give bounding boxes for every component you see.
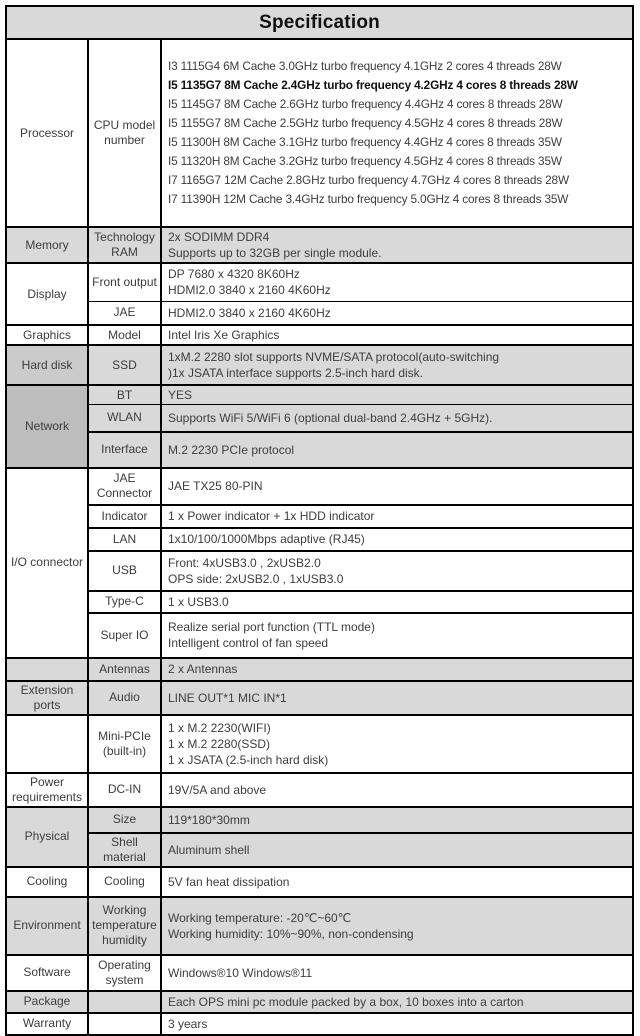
field-label-cell: Model (88, 325, 161, 345)
value-line: Each OPS mini pc module packed by a box, 10 boxes into a carton (168, 994, 524, 1009)
value-cell (161, 528, 633, 551)
section-label-cell: Power requirements (6, 773, 88, 807)
value-line: 5V fan heat dissipation (168, 874, 290, 889)
value-cell (161, 833, 633, 867)
value-line: I3 1115G4 6M Cache 3.0GHz turbo frequency 4.1GHz 2 cores 4 threads 28W (168, 59, 562, 73)
field-label-cell: Antennas (88, 658, 161, 681)
value-cell (161, 591, 633, 613)
value-line: M.2 2230 PCIe protocol (168, 442, 295, 457)
value-line: Realize serial port function (TTL mode) (168, 620, 375, 634)
field-label-cell (88, 991, 161, 1013)
table-row (6, 39, 633, 227)
value-line: I5 1135G7 8M Cache 2.4GHz turbo frequency 4.2GHz 4 cores 8 threads 28W (168, 78, 578, 92)
field-label-cell: JAE Connector (88, 468, 161, 505)
section-label-cell (6, 658, 88, 681)
field-label-cell: Technology RAM (88, 227, 161, 263)
value-line: 1 x USB3.0 (168, 594, 229, 609)
value-line: 1 x M.2 2230(WIFI) (168, 720, 271, 735)
value-line: 1 x M.2 2280(SSD) (168, 736, 271, 751)
section-label-cell: Software (6, 955, 88, 991)
value-line: )1x JSATA interface supports 2.5-inch hard disk. (168, 366, 424, 380)
table-row (6, 613, 633, 658)
value-cell (161, 301, 633, 325)
table-row (6, 227, 633, 263)
value-line: I7 11390H 12M Cache 3.4GHz turbo frequency 5.0GHz 4 cores 8 threads 35W (168, 192, 569, 206)
value-line: DP 7680 x 4320 8K60Hz (168, 267, 300, 282)
value-cell (161, 807, 633, 833)
field-label-cell: Type-C (88, 591, 161, 613)
value-line: Front: 4xUSB3.0 , 2xUSB2.0 (168, 555, 321, 570)
field-label-cell: Working temperature humidity (88, 897, 161, 955)
table-row (6, 468, 633, 505)
value-line: LINE OUT*1 MIC IN*1 (168, 690, 287, 705)
field-label-cell: Audio (88, 681, 161, 715)
field-label-cell: USB (88, 551, 161, 591)
value-line: 1 x JSATA (2.5-inch hard disk) (168, 752, 329, 767)
table-row (6, 405, 633, 432)
field-label-cell: Cooling (88, 867, 161, 897)
value-line: 119*180*30mm (168, 812, 250, 827)
table-row (6, 715, 633, 773)
value-line: Supports WiFi 5/WiFi 6 (optional dual-band 2.4GHz + 5GHz). (168, 410, 493, 425)
value-cell (161, 773, 633, 807)
field-label-cell: Mini-PCIe (built-in) (88, 715, 161, 773)
field-label-cell: LAN (88, 528, 161, 551)
table-row (6, 345, 633, 385)
specification-table (5, 5, 634, 1036)
value-line: I5 1145G7 8M Cache 2.6GHz turbo frequency 4.4GHz 4 cores 8 threads 28W (168, 97, 563, 111)
value-line: 1x10/100/1000Mbps adaptive (RJ45) (168, 532, 365, 546)
field-label-cell: DC-IN (88, 773, 161, 807)
section-label-cell: Cooling (6, 867, 88, 897)
table-row (6, 833, 633, 867)
value-line: I5 1155G7 8M Cache 2.5GHz turbo frequency 4.5GHz 4 cores 8 threads 28W (168, 116, 563, 130)
table-row (6, 301, 633, 325)
table-row (6, 955, 633, 991)
table-row (6, 867, 633, 897)
field-label-cell: SSD (88, 345, 161, 385)
value-line: 3 years (168, 1016, 208, 1031)
section-label-cell (6, 715, 88, 773)
page-title: Specification (6, 6, 633, 39)
table-row (6, 991, 633, 1013)
value-cell (161, 405, 633, 432)
value-line: Working temperature: -20℃~60℃ (168, 910, 352, 925)
field-label-cell: WLAN (88, 405, 161, 432)
value-line: HDMI2.0 3840 x 2160 4K60Hz (168, 305, 331, 320)
table-row (6, 263, 633, 301)
section-label-cell: Warranty (6, 1013, 88, 1035)
table-row (6, 432, 633, 468)
value-cell (161, 505, 633, 528)
value-line: Supports up to 32GB per single module. (168, 246, 382, 260)
field-label-cell: Interface (88, 432, 161, 468)
table-row (6, 528, 633, 551)
value-line: 19V/5A and above (168, 782, 267, 797)
table-row (6, 897, 633, 955)
value-line: I7 1165G7 12M Cache 2.8GHz turbo frequency 4.7GHz 4 cores 8 threads 28W (168, 173, 569, 187)
section-label-cell: Hard disk (6, 345, 88, 385)
value-cell (161, 658, 633, 681)
table-header-row (6, 6, 633, 39)
value-cell (161, 955, 633, 991)
value-cell (161, 867, 633, 897)
value-cell (161, 681, 633, 715)
value-cell (161, 468, 633, 505)
value-cell (161, 345, 633, 385)
table-row (6, 505, 633, 528)
value-line: I5 11320H 8M Cache 3.2GHz turbo frequency 4.5GHz 4 cores 8 threads 35W (168, 154, 562, 168)
value-cell (161, 715, 633, 773)
table-row (6, 807, 633, 833)
value-line: Aluminum shell (168, 842, 250, 857)
value-line: Intelligent control of fan speed (168, 636, 329, 650)
field-label-cell: Indicator (88, 505, 161, 528)
section-label-cell: Processor (6, 39, 88, 227)
field-label-cell: Size (88, 807, 161, 833)
value-line: 1xM.2 2280 slot supports NVME/SATA protocol(auto-switching (168, 350, 500, 364)
value-cell (161, 613, 633, 658)
table-row (6, 551, 633, 591)
section-label-cell: Memory (6, 227, 88, 263)
value-line: Working humidity: 10%~90%, non-condensing (168, 926, 414, 941)
section-label-cell: I/O connector (6, 468, 88, 658)
value-cell (161, 897, 633, 955)
value-line: OPS side: 2xUSB2.0 , 1xUSB3.0 (168, 571, 344, 586)
table-row (6, 658, 633, 681)
value-line: JAE TX25 80-PIN (168, 479, 263, 493)
field-label-cell: Super IO (88, 613, 161, 658)
value-cell (161, 432, 633, 468)
value-cell (161, 325, 633, 345)
value-line: Windows®10 Windows®11 (168, 965, 313, 980)
value-line: I5 11300H 8M Cache 3.1GHz turbo frequency 4.4GHz 4 cores 8 threads 35W (168, 135, 562, 149)
table-row (6, 773, 633, 807)
field-label-cell: Operating system (88, 955, 161, 991)
value-line: 2 x Antennas (168, 662, 238, 676)
value-cell (161, 263, 633, 301)
field-label-cell: BT (88, 385, 161, 405)
value-line: Intel Iris Xe Graphics (168, 328, 280, 342)
field-label-cell: CPU model number (88, 39, 161, 227)
value-cell (161, 227, 633, 263)
value-line: 1 x Power indicator + 1x HDD indicator (168, 509, 375, 523)
field-label-cell: JAE (88, 301, 161, 325)
section-label-cell: Graphics (6, 325, 88, 345)
value-cell (161, 991, 633, 1013)
section-label-cell: Environment (6, 897, 88, 955)
section-label-cell: Extension ports (6, 681, 88, 715)
value-line: 2x SODIMM DDR4 (168, 230, 270, 244)
value-cell (161, 39, 633, 227)
value-line: HDMI2.0 3840 x 2160 4K60Hz (168, 283, 331, 298)
section-label-cell: Display (6, 263, 88, 325)
section-label-cell: Package (6, 991, 88, 1013)
table-row (6, 681, 633, 715)
field-label-cell: Shell material (88, 833, 161, 867)
table-row (6, 325, 633, 345)
value-cell (161, 551, 633, 591)
field-label-cell: Front output (88, 263, 161, 301)
table-row (6, 385, 633, 405)
value-line: YES (168, 388, 193, 402)
value-cell (161, 385, 633, 405)
section-label-cell: Physical (6, 807, 88, 867)
table-row (6, 591, 633, 613)
section-label-cell: Network (6, 385, 88, 468)
